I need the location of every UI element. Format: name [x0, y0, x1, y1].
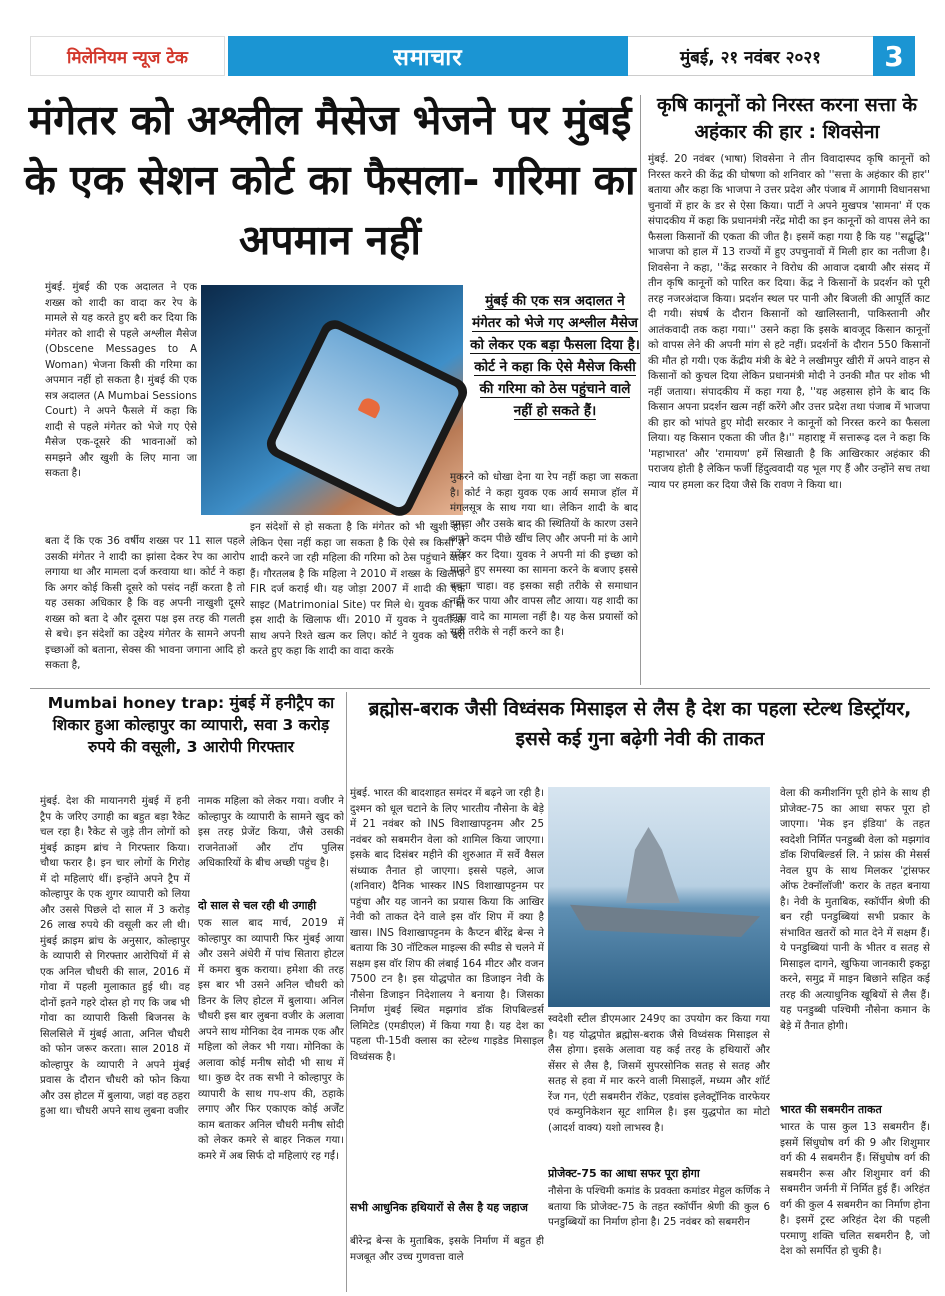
- column-rule: [346, 692, 347, 1292]
- honey-trap-col2-top: नामक महिला को लेकर गया। वजीर ने कोल्हापुर के व्यापारी के सामने खुद को इस तरह प्रेजेंट किया, जैसे उसकी राजनेताओं और टॉप पुलिस अधिकारियों के बीच अच्छी पहुंच है।: [198, 795, 344, 869]
- honey-trap-col2-bottom: एक साल बाद मार्च, 2019 में कोल्हापुर का व्यापारी फिर मुंबई आया और उसने अंधेरी में पांच सितारा होटल में कमरा बुक कराया। हमेशा की तरह इस बार भी उसने अनिल चौधरी को डिनर के लिए होटल में बुलाया। अनिल चौधरी इस बार लुबना वजीर के अलावा अपने साथ मोनिका देव नामक एक और महिला को लेकर भी गया। मोनिका के अलावा कोई मनीष सोदी भी साथ में था। कुछ देर तक सभी ने कोल्हापुर के व्यापारी के साथ गप-शप की, ठहाके लगाए और फिर एकाएक कोई अर्जेंट काम बताकर अनिल चौधरी मनीष सोदी को लेकर कमरे से बाहर निकल गया। कमरे में अब सिर्फ दो महिलाएं रह गईं।: [198, 917, 344, 1162]
- navy-subhead-submarine: भारत की सबमरीन ताकत: [780, 1103, 882, 1116]
- column-rule: [640, 95, 641, 685]
- honey-trap-headline: Mumbai honey trap: मुंबई में हनीट्रैप का शिकार हुआ कोल्हापुर का व्यापारी, सवा 3 करोड़ रुपये की वसूली, 3 आरोपी गिरफ्तार: [47, 694, 335, 756]
- brand-logo: मिलेनियम न्यूज टेक: [30, 36, 225, 76]
- navy-col3-end: भारत के पास कुल 13 सबमरीन हैं। इसमें सिंधुघोष वर्ग की 9 और शिशुमार वर्ग की 4 सबमरीन हैं। सिंधुघोष वर्ग की सबमरीन रूस और शिशुमार वर्ग की सबमरीन जर्मनी में निर्मित हुई हैं। अरिहंत वर्ग की कुल 4 सबमरीन का निर्माण होना है। इसमें ट्रस्ट अरिहंत देश की पहली परमाणु शक्ति चलित सबमरीन है, जो देश को समर्पित हो चुकी है।: [780, 1121, 930, 1257]
- destroyer-photo: [548, 787, 770, 1007]
- honey-trap-subhead: दो साल से चल रही थी उगाही: [198, 899, 317, 912]
- lead-photo-phone: [201, 285, 463, 515]
- section-title: समाचार: [228, 36, 628, 76]
- honey-trap-col1: मुंबई. देश की मायानगरी मुंबई में हनी ट्रैप के जरिए उगाही का बहुत बड़ा रैकेट चल रहा है। रैकेट से जुड़े तीन लोगों को मुंबई क्राइम ब्रांच ने गिरफ्तार किया। चौथा फरार है। इन चार लोगों के गिरोह में दो महिलाएं थीं। इन्होंने अपने ट्रैप में कोल्हापुर के एक शुगर व्यापारी को लिया और उससे पिछले दो साल में 3 करोड़ 26 लाख रुपये की वसूली कर ली थी। मुंबई क्राइम ब्रांच के अनुसार, कोल्हापुर के व्यापारी से गिरफ्तार आरोपियों में से एक अनिल चौधरी की साल, 2016 में गोवा में पहली मुलाकात हुई थी। वह दोनों इतने गहरे दोस्त हो गए कि जब भी गोवा का व्यापारी किसी बिजनस के सिलसिले में मुंबई आता, अनिल चौधरी को फोन जरूर करता। साल 2018 में कोल्हापुर के व्यापारी ने अपने मुंबई प्रवास के दौरान चौधरी को फोन किया और उस होटल में बुलाया, जहां वह ठहरा हुआ था। चौधरी अपने साथ लुबना वजीर: [40, 795, 190, 1117]
- navy-headline: ब्रह्मोस-बराक जैसी विध्वंसक मिसाइल से लैस है देश का पहला स्टेल्थ डिस्ट्रॉयर, इससे कई गुना बढ़ेगी नेवी की ताकत: [368, 698, 912, 750]
- navy-subhead-weapons: सभी आधुनिक हथियारों से लैस है यह जहाज: [350, 1201, 528, 1214]
- lead-col3-bottom: मुकरने को धोखा देना या रेप नहीं कहा जा सकता है। कोर्ट ने कहा युवक एक आर्य समाज हॉल में मंगलसूत्र के साथ गया था। लेकिन शादी के बाद झगड़ा और उसके बाद की स्थितियों के कारण उसने अपने कदम पीछे खींच लिए और अपनी मां के आगे सरेंडर कर दिया। युवक ने अपनी मां की इच्छा को मानते हुए समस्या का सामना करने के बजाए इससे बचना चाहा। वह इसका सही तरीके से समाधान नहीं कर पाया और वापस लौट आया। यह शादी का झूठा वादे का मामला नहीं है। यह केस प्रयासों को सही तरीके से नहीं करने का है।: [450, 471, 638, 638]
- lead-col1-top: मुंबई. मुंबई की एक अदालत ने एक शख्स को शादी का वादा कर रेप के मामले से यह करते हुए बरी कर दिया कि मंगेतर को शादी से पहले अश्लील मैसेज (Obscene Messages to A Woman) भेजना किसी की गरिमा का अपमान नहीं हो सकता है। मुंबई की एक सत्र अदालत (A Mumbai Sessions Court) ने अपने फैसले में कहा कि शादी से पहले मंगेतर को भेजे गए ऐसे मैसेज एक-दूसरे की भावनाओं को समझने और खुशी के लिए माना जा सकता है।: [45, 281, 197, 479]
- lead-col1-bottom: बता दें कि एक 36 वर्षीय शख्स पर 11 साल पहले उसकी मंगेतर ने शादी का झांसा देकर रेप का आरोप लगाया था और मामला दर्ज करवाया था। कोर्ट ने कहा कि अगर कोई किसी दूसरे को पसंद नहीं करता है तो यह उसका अधिकार है कि वह अपनी नाखुशी दूसरे शख्स को बता दे और दूसरा पक्ष इस तरह की गलती से बचे। इन संदेशों का उद्देश्य मंगेतर के सामने अपनी इच्छाओं को बताना, सेक्स की भावना जगाना आदि हो सकता है,: [45, 535, 245, 671]
- navy-col2-end: नौसेना के पश्चिमी कमांड के प्रवक्ता कमांडर मेहुल कर्णिक ने बताया कि प्रोजेक्ट-75 के तहत स्कॉर्पीन श्रेणी की कुल 6 पनडुब्बियों का निर्माण होना है। 25 नवंबर को सबमरीन: [548, 1185, 770, 1228]
- lead-headline: मंगेतर को अश्लील मैसेज भेजने पर मुंबई के एक सेशन कोर्ट का फैसला- गरिमा का अपमान नहीं: [24, 96, 636, 264]
- heart-icon: [358, 396, 383, 419]
- pull-quote: मुंबई की एक सत्र अदालत ने मंगेतर को भेजे गए अश्लील मैसेज को लेकर एक बड़ा फैसला दिया है। कोर्ट ने कहा कि ऐसे मैसेज किसी की गरिमा को ठेस पहुंचाने वाले नहीं हो सकते हैं।: [470, 293, 640, 419]
- side-story-body: मुंबई. 20 नवंबर (भाषा) शिवसेना ने तीन विवादास्पद कृषि कानूनों को निरस्त करने की केंद्र की घोषणा को शनिवार को ''सत्ता के अहंकार की हार'' बताया और कहा कि भाजपा ने उत्तर प्रदेश और पंजाब में आगामी विधानसभा चुनावों में हार के डर से ऐसा किया। पार्टी ने अपने मुखपत्र 'सामना' में एक संपादकीय में कहा कि प्रधानमंत्री नरेंद्र मोदी का इन कानूनों को वापस लेने का फैसला किसानों की एकता की जीत है। इसमें कहा गया है कि यह ''सद्बुद्धि'' भाजपा को हाल में 13 राज्यों में हुए उपचुनावों में मिली हार का नतीजा है। शिवसेना ने कहा, ''केंद्र सरकार ने विरोध की आवाज दबायी और संसद में तीन कृषि कानूनों को पारित कर दिया। केंद्र ने किसानों के प्रदर्शन को पूरी तरह नजरअंदाज किया। प्रदर्शन स्थल पर पानी और बिजली की आपूर्ति काट दी गयी। संघर्ष के दौरान किसानों को खालिस्तानी, पाकिस्तानी और आतंकवादी तक कहा गया।'' उसने कहा कि इसके बावजूद किसान कानूनों को वापस लेने की अपनी मांग से हटे नहीं। प्रदर्शनों के दौरान 550 किसानों की मौत हो गयी। एक केंद्रीय मंत्री के बेटे ने लखीमपुर खीरी में अपने वाहन से किसानों को कुचल दिया लेकिन प्रधानमंत्री मोदी ने उनकी मौत पर शोक भी नहीं जताया। संपादकीय में कहा गया है, ''यह अहसास होने के बाद कि किसान अपना प्रदर्शन खत्म नहीं करेंगे और उत्तर प्रदेश तथा पंजाब में भाजपा की हार को भांपते हुए मोदी सरकार ने कानूनों को निरस्त करने का फैसला लिया। यह किसान एकता की जीत है।'' महाराष्ट्र में सत्तारूढ़ दल ने कहा कि 'महाभारत' और 'रामायण' हमें सिखाती है कि आखिरकार अहंकार की पराजय होती है लेकिन फर्जी हिंदुत्ववादी यह भूल गए हैं और उन्होंने सच तथा न्याय पर हमला कर दिया जैसे कि रावण ने किया था।: [648, 153, 930, 491]
- navy-col1-end: बीरेन्द्र बेन्स के मुताबिक, इसके निर्माण में बहुत ही मजबूत और उच्च गुणवत्ता वाले: [350, 1235, 544, 1263]
- section-divider: [30, 688, 930, 689]
- page-number: 3: [873, 36, 915, 76]
- navy-col2: स्वदेशी स्टील डीएमआर 249ए का उपयोग कर किया गया है। यह योद्धपोत ब्रह्मोस-बराक जैसे विध्वंसक मिसाइल से लैस होगा। इसके अलावा यह कई तरह के हथियारों और सेंसर से लैस है, जिसमें सुपरसोनिक सतह से सतह और सतह से हवा में मार करने वाली मिसाइलें, मध्यम और शॉर्ट रेंज गन, एंटी सबमरीन रॉकेट, एडवांस इलेक्ट्रॉनिक वारफेयर एवं कम्युनिकेशन सूट शामिल है। इस युद्धपोत का मोटो (आदर्श वाक्य) यशो लाभस्व है।: [548, 1013, 770, 1134]
- masthead: [0, 0, 945, 88]
- lead-col2-bottom: इन संदेशों से हो सकता है कि मंगेतर को भी खुशी हो। लेकिन ऐसा नहीं कहा जा सकता है कि ऐसे स्त्र किसी से शादी करने जा रही महिला की गरिमा को ठेस पहुंचाने वाले हैं। गौरतलब है कि महिला ने 2010 में शख्स के खिलाफ FIR दर्ज कराई थी। यह जोड़ा 2007 में शादी की एक साइट (Matrimonial Site) पर मिले थे। युवक की माँ इस शादी के खिलाफ थीं। 2010 में युवक ने युवती के साथ अपने रिश्ते खत्म कर लिए। कोर्ट ने युवक को बरी करते हुए कहा कि शादी का वादा करके: [250, 521, 465, 657]
- navy-col3: वेला की कमीशनिंग पूरी होने के साथ ही प्रोजेक्ट-75 का आधा सफर पूरा हो जाएगा। 'मेक इन इंडिया' के तहत स्वदेशी निर्मित पनडुब्बी वेला को मझगांव डॉक शिपबिल्डर्स लि. ने फ्रांस की मेसर्स नेवल ग्रुप के साथ मिलकर 'ट्रांसफर ऑफ टेक्नॉलॉजी' करार के तहत बनाया है। नेवी के मुताबिक, स्कॉर्पीन श्रेणी की बन रही पनडुब्बियां सभी प्रकार के संभावित खतरों को मात देने में सक्षम हैं। ये पनडुब्बियां पानी के भीतर व सतह से मिसाइल दागने, खुफिया जानकारी इकट्ठा करने, समुद्र में माइन बिछाने सहित कई तरह की अत्याधुनिक खूबियों से लैस हैं। यह पनडुब्बी पश्चिमी नौसेना कमान के बेड़े में तैनात होगी।: [780, 787, 930, 1032]
- smartphone-illustration: [262, 316, 472, 521]
- side-story-headline: कृषि कानूनों को निरस्त करना सत्ता के अहंकार की हार : शिवसेना: [657, 94, 917, 143]
- navy-subhead-project75: प्रोजेक्ट-75 का आधा सफर पूरा होगा: [548, 1167, 700, 1180]
- navy-col1: मुंबई. भारत की बादशाहत समंदर में बढ़ने जा रही है। दुश्मन को धूल चटाने के लिए भारतीय नौसेना के बेड़े में 21 नवंबर को INS विशाखापट्टनम और 25 नवंबर को सबमरीन वेला को शामिल किया जाएगा। इसके बाद दिसंबर महीने की शुरुआत में सर्वे वैसल संध्याक तैनात हो जाएगा। इससे पहले, आज (शनिवार) दैनिक भास्कर INS विशाखापट्टनम पर पहुंचा और यह जानने का प्रयास किया कि आखिर नेवी को ताकत देने वाले इस वॉर शिप में क्या है खास। INS विशाखापट्टनम के कैप्टन बीरेंद्र बेन्स ने बताया कि 30 नॉटिकल माइल्स की स्पीड से चलने में सक्षम इस वॉर शिप की लंबाई 164 मीटर और वजन 7500 टन है। इस योद्धपोत का डिजाइन नेवी के नौसेना डिजाइन निदेशालय ने बनाया है। जिसका निर्माण मुंबई स्थित मझगांव डॉक शिपबिल्डर्स लिमिटेड (एमडीएल) में किया गया है। यह देश का पहला पी-15वी क्लास का स्टेल्थ गाइडेड मिसाइल विध्वंसक है।: [350, 787, 544, 1063]
- edition-date: मुंबई, २१ नवंबर २०२१: [628, 36, 873, 76]
